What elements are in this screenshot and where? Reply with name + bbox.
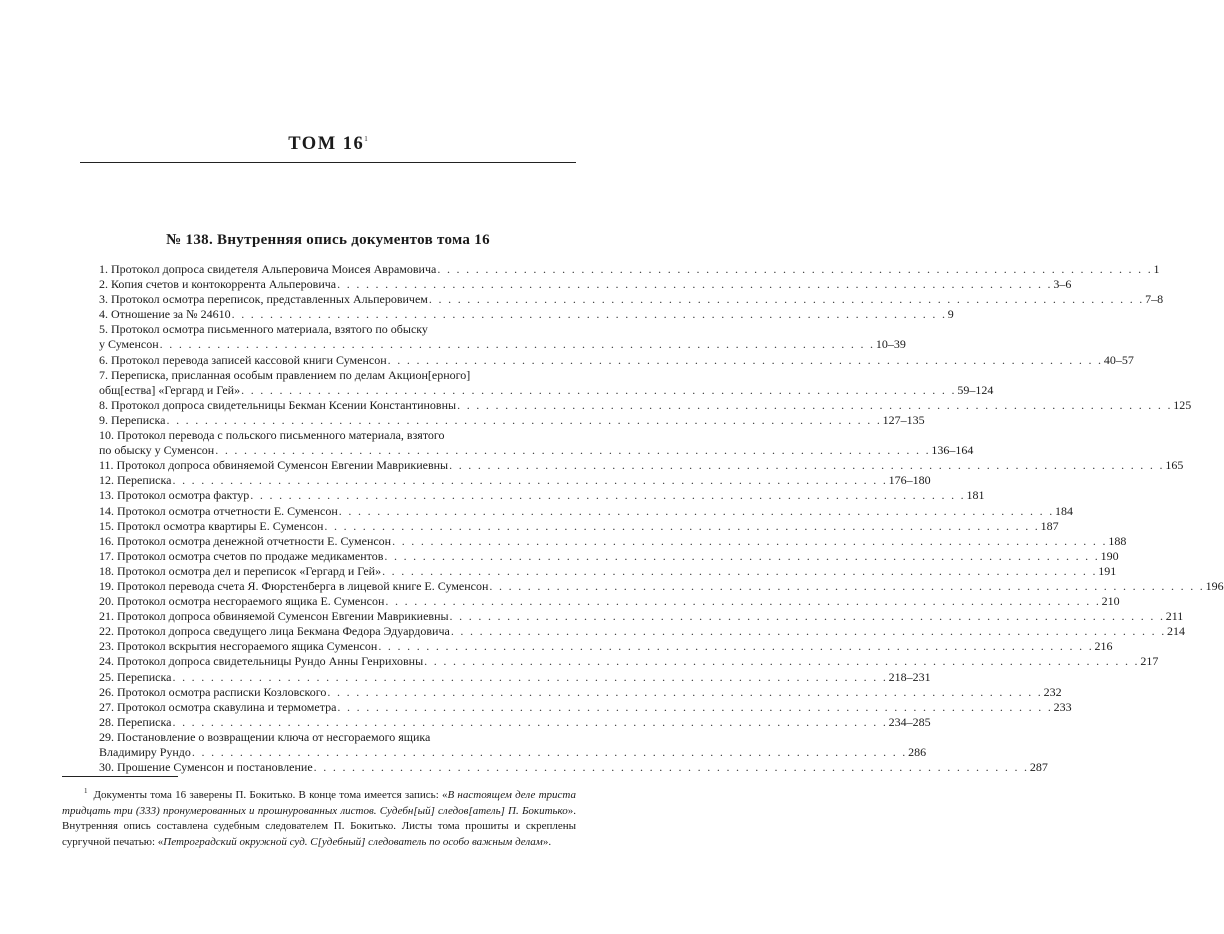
toc-page-number: 184 [1055, 503, 1073, 518]
toc-entry-text: 4. Отношение за № 24610 [99, 307, 231, 322]
toc-entry [99, 262, 1160, 277]
toc-entry-line [99, 352, 1134, 368]
toc-entry-line [99, 730, 572, 745]
toc-dot-leader: . . . . . . . . . . . . . . . . . . . . . . . . . . . . . . . . . . . . . . . . . . . . . . . . . . . . . . . . . . . . . . . . . . . . . . . . . . . [450, 624, 1167, 639]
toc-dot-leader: . . . . . . . . . . . . . . . . . . . . . . . . . . . . . . . . . . . . . . . . . . . . . . . . . . . . . . . . . . . . . . . . . . . . . . . . . . . [313, 760, 1029, 775]
toc-entry-line [99, 428, 572, 443]
toc-entry-text: 6. Протокол перевода записей кассовой книги Суменсон [99, 352, 387, 367]
toc-page-number: 1 [1153, 262, 1160, 276]
footnote-divider [62, 776, 178, 777]
toc-entry-text: 16. Протокол осмотра денежной отчетности Е. Суменсон [99, 533, 392, 548]
toc-entry-line [99, 594, 1120, 609]
toc-entry-text: 15. Протокл осмотра квартиры Е. Суменсон [99, 518, 324, 533]
toc-entry-line [99, 337, 906, 352]
toc-dot-leader: . . . . . . . . . . . . . . . . . . . . . . . . . . . . . . . . . . . . . . . . . . . . . . . . . . . . . . . . . . . . . . . . . . . . . . . . . . . [327, 684, 1043, 699]
toc-page-number: 10–39 [875, 337, 906, 352]
toc-dot-leader: . . . . . . . . . . . . . . . . . . . . . . . . . . . . . . . . . . . . . . . . . . . . . . . . . . . . . . . . . . . . . . . . . . . . . . . . . . . [457, 397, 1173, 412]
toc-entry-text: 14. Протокол осмотра отчетности Е. Суменсон [99, 503, 338, 518]
toc-dot-leader: . . . . . . . . . . . . . . . . . . . . . . . . . . . . . . . . . . . . . . . . . . . . . . . . . . . . . . . . . . . . . . . . . . . . . . . . . . . [392, 533, 1108, 548]
toc-entry-line [99, 503, 1073, 519]
toc-entry-line [99, 624, 1186, 639]
toc-page-number: 176–180 [888, 473, 931, 488]
toc-entry-text: 21. Протокол допроса обвиняемой Суменсон Евгении Маврикиевны [99, 609, 449, 624]
toc-entry-text: 25. Переписка [99, 669, 172, 684]
toc-entry [99, 578, 1224, 594]
toc-dot-leader: . . . . . . . . . . . . . . . . . . . . . . . . . . . . . . . . . . . . . . . . . . . . . . . . . . . . . . . . . . . . . . . . . . . . . . . . . . . [324, 518, 1040, 533]
toc-entry-text: 20. Протокол осмотра несгораемого ящика Е. Суменсон [99, 594, 385, 609]
toc-entry-line [99, 609, 1184, 624]
toc-entry-text: 30. Прошение Суменсон и постановление [99, 760, 313, 775]
toc-entry [99, 518, 1059, 534]
toc-entry [99, 503, 1073, 519]
toc-page-number: 59–124 [957, 382, 994, 397]
toc-entry-line [99, 473, 931, 488]
toc-page-number: 218–231 [888, 669, 931, 684]
toc-entry-text: 7. Переписка, присланная особым правлением по делам Акцион[ерного] [99, 367, 471, 382]
toc-dot-leader: . . . . . . . . . . . . . . . . . . . . . . . . . . . . . . . . . . . . . . . . . . . . . . . . . . . . . . . . . . . . . . . . . . . . . . . . . . . [337, 277, 1053, 292]
toc-page-number: 210 [1101, 594, 1120, 609]
toc-entry-text: 5. Протокол осмотра письменного материала, взятого по обыску [99, 322, 428, 337]
toc-dot-leader: . . . . . . . . . . . . . . . . . . . . . . . . . . . . . . . . . . . . . . . . . . . . . . . . . . . . . . . . . . . . . . . . . . . . . . . . . . . [172, 714, 888, 729]
table-of-contents [99, 262, 1224, 775]
toc-page-number: 7–8 [1145, 292, 1164, 307]
footnote-quote: В настоящем деле триста тридцать три (333) пронумерованных и прошнурованных листов. Судебн[ый] следов[атель] П. Бокитько [62, 789, 576, 817]
toc-entry-text: 19. Протокол перевода счета Я. Фюрстенберга в лицевой книге Е. Суменсон [99, 578, 489, 593]
toc-entry-line [99, 669, 931, 685]
toc-entry-text: 26. Протокол осмотра расписки Козловского [99, 684, 327, 699]
toc-page-number: 190 [1100, 548, 1119, 563]
toc-entry-line [99, 518, 1059, 534]
toc-entry [99, 533, 1127, 549]
toc-entry-text: 17. Протокол осмотра счетов по продаже медикаментов [99, 548, 384, 563]
toc-entry [99, 654, 1159, 669]
volume-title [80, 134, 576, 155]
toc-entry-line [99, 458, 1184, 473]
toc-page-number: 196 [1205, 578, 1224, 593]
footnote-segment: ». Внутренняя опись составлена судебным следователем П. Бокитько. Листы тома прошиты и скреплены сургучной печатью: « [62, 804, 576, 848]
toc-page-number: 181 [966, 488, 985, 503]
toc-entry-line [99, 292, 1164, 307]
toc-entry [99, 548, 1119, 564]
toc-entry-line [99, 488, 985, 503]
toc-entry-text: у Суменсон [99, 337, 159, 352]
footnote [62, 784, 576, 850]
toc-entry [99, 729, 927, 760]
toc-entry-text: 22. Протокол допроса сведущего лица Бекмана Федора Эдуардовича [99, 624, 450, 639]
toc-entry-line [99, 639, 1113, 654]
toc-dot-leader: . . . . . . . . . . . . . . . . . . . . . . . . . . . . . . . . . . . . . . . . . . . . . . . . . . . . . . . . . . . . . . . . . . . . . . . . . . . [384, 548, 1100, 563]
toc-entry-line [99, 699, 1072, 715]
toc-page-number: 217 [1140, 654, 1159, 669]
toc-entry [99, 699, 1072, 715]
toc-entry-line [99, 277, 1072, 292]
toc-entry-text: 8. Протокол допроса свидетельницы Бекман Ксении Константиновны [99, 397, 457, 412]
toc-entry [99, 412, 925, 428]
toc-entry [99, 624, 1186, 639]
toc-dot-leader: . . . . . . . . . . . . . . . . . . . . . . . . . . . . . . . . . . . . . . . . . . . . . . . . . . . . . . . . . . . . . . . . . . . . . . . . . . . [191, 745, 908, 759]
toc-entry-text: 12. Переписка [99, 473, 172, 488]
footnote-segment: Документы тома 16 заверены П. Бокитько. В конце тома имеется запись: « [93, 789, 448, 801]
toc-entry-text: 10. Протокол перевода с польского письменного материала, взятого [99, 428, 445, 443]
toc-entry-text: 13. Протокол осмотра фактур [99, 488, 250, 503]
toc-entry [99, 760, 1048, 775]
toc-dot-leader: . . . . . . . . . . . . . . . . . . . . . . . . . . . . . . . . . . . . . . . . . . . . . . . . . . . . . . . . . . . . . . . . . . . . . . . . . . . [424, 654, 1140, 669]
toc-dot-leader: . . . . . . . . . . . . . . . . . . . . . . . . . . . . . . . . . . . . . . . . . . . . . . . . . . . . . . . . . . . . . . . . . . . . . . . . . . . [337, 699, 1053, 714]
toc-entry [99, 322, 906, 352]
toc-dot-leader: . . . . . . . . . . . . . . . . . . . . . . . . . . . . . . . . . . . . . . . . . . . . . . . . . . . . . . . . . . . . . . . . . . . . . . . . . . . [250, 488, 966, 503]
toc-page-number: 9 [947, 307, 954, 322]
toc-entry-line [99, 322, 572, 337]
toc-entry [99, 352, 1134, 368]
toc-dot-leader: . . . . . . . . . . . . . . . . . . . . . . . . . . . . . . . . . . . . . . . . . . . . . . . . . . . . . . . . . . . . . . . . . . . . . . . . . . . [231, 307, 947, 322]
toc-dot-leader: . . . . . . . . . . . . . . . . . . . . . . . . . . . . . . . . . . . . . . . . . . . . . . . . . . . . . . . . . . . . . . . . . . . . . . . . . . . [449, 458, 1165, 473]
toc-entry-text: 11. Протокол допроса обвиняемой Суменсон Евгении Маврикиевны [99, 458, 449, 473]
footnote-text [62, 789, 576, 848]
toc-entry-line [99, 412, 925, 428]
toc-entry [99, 277, 1072, 292]
footnote-segment: ». [542, 835, 552, 848]
toc-page-number: 165 [1165, 458, 1184, 473]
toc-entry [99, 292, 1164, 307]
toc-entry-line [99, 443, 974, 458]
toc-page-number: 136–164 [931, 443, 974, 458]
toc-entry-text: по обыску у Суменсон [99, 443, 215, 458]
toc-page-number: 125 [1173, 397, 1192, 412]
footnote-mark: 1 [84, 787, 88, 795]
toc-page-number: 191 [1098, 563, 1117, 578]
toc-entry-text: Владимиру Рундо [99, 745, 191, 759]
toc-dot-leader: . . . . . . . . . . . . . . . . . . . . . . . . . . . . . . . . . . . . . . . . . . . . . . . . . . . . . . . . . . . . . . . . . . . . . . . . . . . [159, 337, 875, 352]
toc-entry-line [99, 760, 1048, 775]
toc-entry-text: 1. Протокол допроса свидетеля Альперовича Моисея Аврамовича [99, 262, 437, 276]
toc-entry-line [99, 382, 994, 398]
toc-entry-line [99, 307, 954, 322]
toc-entry [99, 669, 931, 685]
toc-page-number: 286 [908, 745, 927, 759]
toc-entry [99, 367, 994, 398]
toc-dot-leader: . . . . . . . . . . . . . . . . . . . . . . . . . . . . . . . . . . . . . . . . . . . . . . . . . . . . . . . . . . . . . . . . . . . . . . . . . . . [428, 292, 1145, 307]
toc-dot-leader: . . . . . . . . . . . . . . . . . . . . . . . . . . . . . . . . . . . . . . . . . . . . . . . . . . . . . . . . . . . . . . . . . . . . . . . . . . . [489, 578, 1205, 593]
footnote-reference[interactable]: 1 [364, 135, 368, 143]
toc-entry-line [99, 684, 1062, 700]
toc-dot-leader: . . . . . . . . . . . . . . . . . . . . . . . . . . . . . . . . . . . . . . . . . . . . . . . . . . . . . . . . . . . . . . . . . . . . . . . . . . . [338, 503, 1054, 518]
toc-entry-line [99, 397, 1192, 413]
toc-page-number: 234–285 [888, 714, 931, 729]
toc-page-number: 40–57 [1103, 352, 1134, 367]
toc-page-number: 127–135 [882, 412, 925, 427]
toc-entry-line [99, 745, 927, 760]
toc-entry [99, 397, 1192, 413]
toc-dot-leader: . . . . . . . . . . . . . . . . . . . . . . . . . . . . . . . . . . . . . . . . . . . . . . . . . . . . . . . . . . . . . . . . . . . . . . . . . . . [387, 352, 1103, 367]
volume-title-text: ТОМ 16 [288, 134, 365, 154]
toc-entry-line [99, 578, 1224, 594]
toc-page-number: 287 [1029, 760, 1048, 775]
title-divider [80, 162, 576, 163]
toc-dot-leader: . . . . . . . . . . . . . . . . . . . . . . . . . . . . . . . . . . . . . . . . . . . . . . . . . . . . . . . . . . . . . . . . . . . . . . . . . . . [172, 473, 888, 488]
toc-entry [99, 714, 931, 730]
toc-dot-leader: . . . . . . . . . . . . . . . . . . . . . . . . . . . . . . . . . . . . . . . . . . . . . . . . . . . . . . . . . . . . . . . . . . . . . . . . . . . [382, 563, 1098, 578]
toc-entry-text: 2. Копия счетов и контокоррента Альперовича [99, 277, 337, 292]
toc-entry [99, 609, 1184, 624]
toc-entry [99, 458, 1184, 473]
toc-entry-line [99, 262, 1160, 277]
toc-entry [99, 594, 1120, 609]
toc-entry-text: 18. Протокол осмотра дел и переписок «Гергард и Гей» [99, 563, 382, 578]
toc-entry-text: 23. Протокол вскрытия несгораемого ящика Суменсон [99, 639, 378, 654]
footnote-quote: Петроградский окружной суд. С[удебный] следователь по особо важным делам [163, 835, 543, 848]
toc-entry [99, 307, 954, 322]
toc-page-number: 211 [1165, 609, 1184, 624]
toc-entry-text: 3. Протокол осмотра переписок, представленных Альперовичем [99, 292, 428, 307]
toc-dot-leader: . . . . . . . . . . . . . . . . . . . . . . . . . . . . . . . . . . . . . . . . . . . . . . . . . . . . . . . . . . . . . . . . . . . . . . . . . . . [385, 594, 1101, 609]
toc-entry-line [99, 368, 572, 383]
toc-entry-line [99, 548, 1119, 564]
toc-entry [99, 639, 1113, 654]
toc-entry-text: 24. Протокол допроса свидетельницы Рундо Анны Генриховны [99, 654, 424, 669]
toc-dot-leader: . . . . . . . . . . . . . . . . . . . . . . . . . . . . . . . . . . . . . . . . . . . . . . . . . . . . . . . . . . . . . . . . . . . . . . . . . . . [378, 639, 1094, 654]
toc-dot-leader: . . . . . . . . . . . . . . . . . . . . . . . . . . . . . . . . . . . . . . . . . . . . . . . . . . . . . . . . . . . . . . . . . . . . . . . . . . . [172, 669, 888, 684]
toc-entry [99, 473, 931, 488]
toc-page-number: 187 [1040, 518, 1059, 533]
toc-entry-text: 28. Переписка [99, 714, 172, 729]
toc-dot-leader: . . . . . . . . . . . . . . . . . . . . . . . . . . . . . . . . . . . . . . . . . . . . . . . . . . . . . . . . . . . . . . . . . . . . . . . . . . . [241, 382, 957, 397]
toc-page-number: 232 [1043, 684, 1062, 699]
toc-entry-text: 9. Переписка [99, 412, 166, 427]
toc-dot-leader: . . . . . . . . . . . . . . . . . . . . . . . . . . . . . . . . . . . . . . . . . . . . . . . . . . . . . . . . . . . . . . . . . . . . . . . . . . . [437, 262, 1153, 276]
toc-page-number: 214 [1167, 624, 1186, 639]
document-title: № 138. Внутренняя опись документов тома 16 [166, 232, 490, 248]
toc-page-number: 188 [1108, 533, 1127, 548]
toc-entry-text: 27. Протокол осмотра скавулина и термометра [99, 699, 337, 714]
toc-entry-line [99, 563, 1117, 579]
toc-entry-text: 29. Постановление о возвращении ключа от несгораемого ящика [99, 729, 431, 744]
toc-entry [99, 684, 1062, 700]
toc-entry-line [99, 714, 931, 730]
toc-entry [99, 488, 985, 503]
toc-entry-line [99, 533, 1127, 549]
toc-dot-leader: . . . . . . . . . . . . . . . . . . . . . . . . . . . . . . . . . . . . . . . . . . . . . . . . . . . . . . . . . . . . . . . . . . . . . . . . . . . [166, 412, 882, 427]
toc-entry-text: общ[ества] «Гергард и Гей» [99, 382, 241, 397]
toc-dot-leader: . . . . . . . . . . . . . . . . . . . . . . . . . . . . . . . . . . . . . . . . . . . . . . . . . . . . . . . . . . . . . . . . . . . . . . . . . . . [449, 609, 1165, 624]
toc-page-number: 216 [1094, 639, 1113, 654]
toc-entry [99, 428, 974, 458]
toc-entry [99, 563, 1117, 579]
toc-page-number: 233 [1053, 699, 1072, 714]
toc-dot-leader: . . . . . . . . . . . . . . . . . . . . . . . . . . . . . . . . . . . . . . . . . . . . . . . . . . . . . . . . . . . . . . . . . . . . . . . . . . . [215, 443, 931, 458]
toc-entry-line [99, 654, 1159, 669]
toc-page-number: 3–6 [1053, 277, 1072, 292]
